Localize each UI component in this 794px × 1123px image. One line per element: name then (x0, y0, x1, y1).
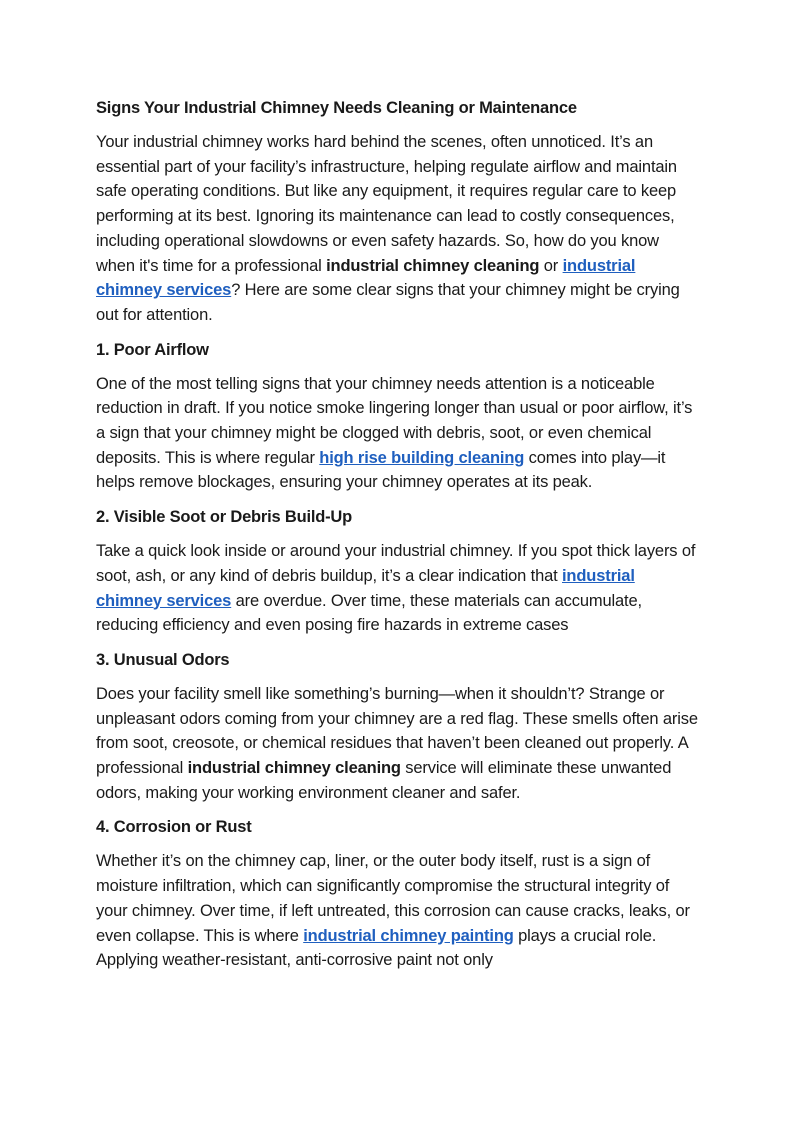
intro-text-2: or (539, 256, 563, 275)
section-1-text-2: comes into play—it helps remove blockages, ensuring your chimney operates at its peak. (96, 448, 666, 492)
section-3-text-1: Does your facility smell like something’s burning—when it shouldn’t? Strange or unpleasant odors coming from your chimney are a red flag. These smells often arise from soot, creosote, or chemical residues that haven’t been cleaned out properly. A professional (96, 684, 698, 778)
intro-text-1: Your industrial chimney works hard behind the scenes, often unnoticed. It’s an essential part of your facility’s infrastructure, helping regulate airflow and maintain safe operating conditions. But like any equipment, it requires regular care to keep performing at its best. Ignoring its maintenance can lead to costly consequences, including operational slowdowns or even safety hazards. So, how do you know when it's time for a professional (96, 133, 677, 275)
section-2-text-2: are overdue. Over time, these materials can accumulate, reducing efficiency and even posing fire hazards in extreme cases (96, 591, 642, 635)
section-3-text-2: service will eliminate these unwanted odors, making your working environment cleaner and safer. (96, 759, 672, 802)
link-industrial-chimney-services[interactable]: industrial chimney services (96, 256, 636, 300)
intro-paragraph (96, 130, 700, 328)
section-heading-poor-airflow: 1. Poor Airflow (96, 340, 209, 359)
section-paragraph-corrosion (96, 849, 700, 973)
section-paragraph-poor-airflow (96, 372, 700, 496)
section-2-text-1: Take a quick look inside or around your industrial chimney. If you spot thick layers of soot, ash, or any kind of debris buildup, it’s a clear indication that (96, 542, 696, 585)
document-title: Signs Your Industrial Chimney Needs Cleaning or Maintenance (96, 99, 577, 117)
link-industrial-chimney-services-2[interactable]: industrial chimney services (96, 566, 635, 610)
section-heading-unusual-odors: 3. Unusual Odors (96, 650, 230, 669)
link-industrial-chimney-painting[interactable]: industrial chimney painting (303, 926, 514, 945)
section-4-text-2: plays a crucial role. Applying weather-resistant, anti-corrosive paint not only (96, 926, 657, 970)
intro-bold-cleaning: industrial chimney cleaning (326, 256, 540, 275)
section-paragraph-unusual-odors (96, 682, 700, 806)
section-3-bold-cleaning: industrial chimney cleaning (187, 759, 401, 778)
section-4-text-1: Whether it’s on the chimney cap, liner, or the outer body itself, rust is a sign of moisture infiltration, which can significantly compromise the structural integrity of your chimney. Over time, if left untreated, this corrosion can cause cracks, leaks, or even collapse. This is where (96, 852, 690, 945)
section-heading-corrosion: 4. Corrosion or Rust (96, 818, 252, 837)
section-paragraph-visible-soot (96, 539, 700, 638)
intro-text-3: ? Here are some clear signs that your chimney might be crying out for attention. (96, 281, 680, 324)
section-heading-visible-soot: 2. Visible Soot or Debris Build-Up (96, 508, 353, 527)
link-high-rise-building-cleaning[interactable]: high rise building cleaning (319, 448, 525, 467)
section-1-text-1: One of the most telling signs that your chimney needs attention is a noticeable reduction in draft. If you notice smoke lingering longer than usual or poor airflow, it’s a sign that your chimney might be clogged with debris, soot, or even chemical deposits. This is where regular (96, 374, 693, 467)
document-page (96, 96, 700, 983)
